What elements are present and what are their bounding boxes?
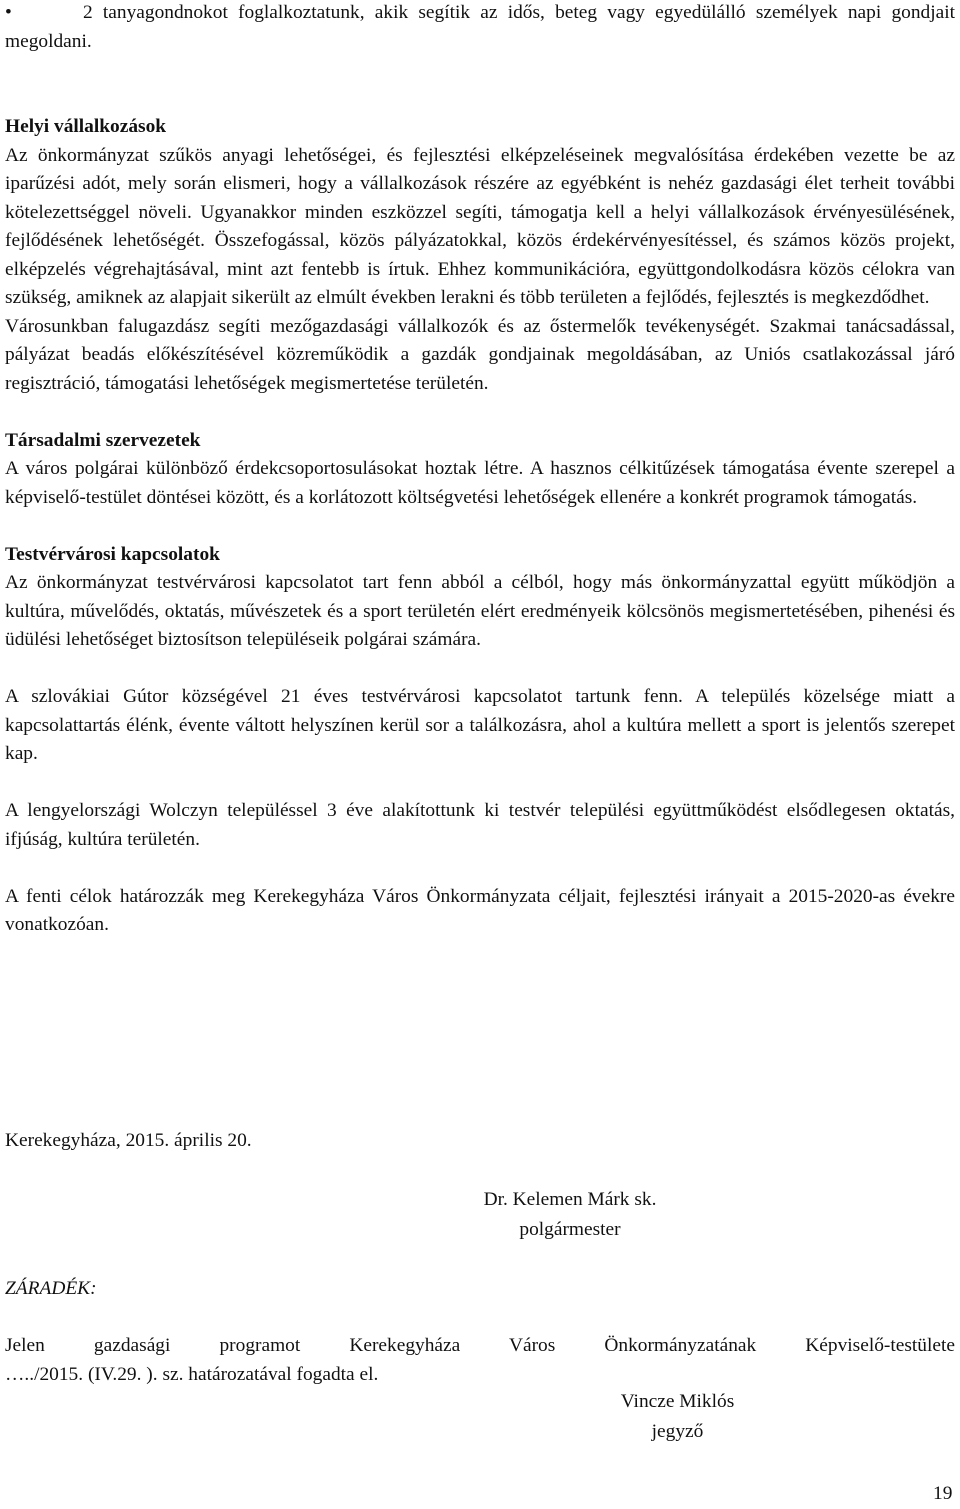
paragraph-helyi-1: Az önkormányzat szűkös anyagi lehetőségei, és fejlesztési elképzeléseinek megvalósítása érdekében vezette be az iparűzési adót, mely során elismeri, hogy a vállalkozások részére az egyébként is nehéz gazdasági élet terheit további kötelezettséggel növeli. Ugyanakkor minden eszközzel segíti, támogatja kell a helyi vállalkozások érvényesülésének, fejlődésének lehetőségét. Összefogással, közös pályázatokkal, közös érdekérvényesítéssel, és számos közös projekt, elképzelés végrehajtásával, mint azt fentebb is írtuk. Ehhez kommunikációra, együttgondolkodásra közös célokra van szükség, amiknek az alapjait sikerült az elmúlt években lerakni és több területen a fejlődés, fejlesztés is megkezdődhet.	[5, 144, 955, 308]
bullet-text: 2 tanyagondnokot foglalkoztatunk, akik segítik az idős, beteg vagy egyedülálló személyek napi gondjait megoldani.	[5, 2, 955, 52]
paragraph-tarsadalmi-1: A város polgárai különböző érdekcsoportosulásokat hoztak létre. A hasznos célkitűzések támogatása évente szerepel a képviselő-testület döntései között, és a korlátozott költségvetési lehetőségek ellenére a konkrét programok támogatás.	[5, 458, 955, 508]
bullet-list-item	[5, 0, 955, 56]
signature-mayor-name: Dr. Kelemen Márk sk.	[483, 1189, 657, 1210]
paragraph-testver-1: Az önkormányzat testvérvárosi kapcsolatot tart fenn abból a célból, hogy más önkormányzattal együtt működjön a kultúra, művelődés, oktatás, művészetek és a sport területén elért eredményeik kölcsönös megismertetésében, pihenési és üdülési lehetőséget biztosítson településeik polgárai számára.	[5, 572, 955, 650]
date-place: Kerekegyháza, 2015. április 20.	[5, 1130, 252, 1151]
zaradek-line-1: Jelen gazdasági programot Kerekegyháza Város Önkormányzatának Képviselő-testülete	[5, 1335, 955, 1356]
signature-mayor	[450, 1185, 690, 1245]
paragraph-testver-3: A lengyelországi Wolczyn településsel 3 éve alakítottunk ki testvér települési együttműködést elsődlegesen oktatás, ifjúság, kultúra területén.	[5, 800, 955, 850]
zaradek-label: ZÁRADÉK:	[5, 1278, 97, 1299]
signature-notary-title: jegyző	[651, 1421, 704, 1442]
zaradek-line-2: …../2015. (IV.29. ). sz. határozatával fogadta el.	[5, 1363, 379, 1385]
paragraph-helyi-2: Városunkban falugazdász segíti mezőgazdasági vállalkozók és az őstermelők tevékenységét. Szakmai tanácsadással, pályázat beadás előkészítésével közreműködik a gazdák gondjainak megoldásában, az Uniós csatlakozással járó regisztráció, támogatási lehetőségek megismertetése területén.	[5, 315, 955, 394]
document-page	[5, 0, 955, 1504]
heading-testvervarosi-kapcsolatok: Testvérvárosi kapcsolatok	[5, 543, 220, 565]
bullet-icon: •	[5, 2, 12, 23]
paragraph-testver-2: A szlovákiai Gútor községével 21 éves testvérvárosi kapcsolatot tartunk fenn. A település közelsége miatt a kapcsolattartás élénk, évente váltott helyszínen kerül sor a találkozásra, ahol a kultúra mellett a sport is jelentős szerepet kap.	[5, 686, 955, 764]
signature-notary	[595, 1387, 760, 1447]
signature-notary-name: Vincze Miklós	[620, 1391, 735, 1412]
page-number: 19	[933, 1483, 953, 1504]
signature-mayor-title: polgármester	[519, 1219, 621, 1240]
zaradek-text	[5, 1332, 955, 1389]
heading-tarsadalmi-szervezetek: Társadalmi szervezetek	[5, 429, 201, 451]
paragraph-testver-4: A fenti célok határozzák meg Kerekegyháza Város Önkormányzata céljait, fejlesztési irányait a 2015-2020-as évekre vonatkozóan.	[5, 885, 955, 935]
heading-helyi-vallalkozasok: Helyi vállalkozások	[5, 116, 167, 137]
